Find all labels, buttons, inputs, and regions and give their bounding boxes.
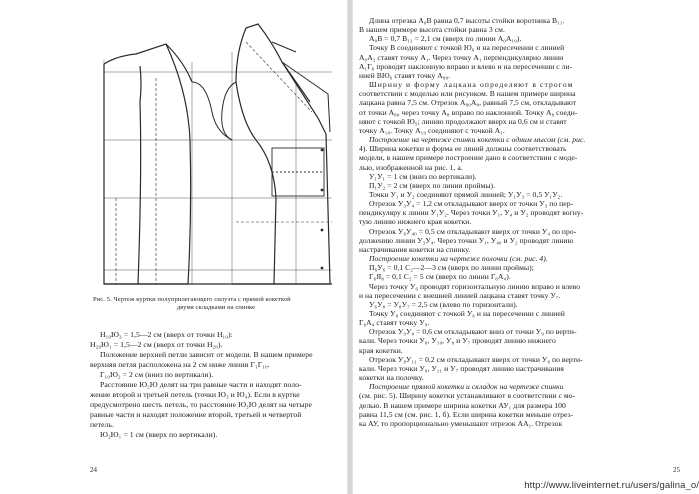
text-line: Н₁₀Ю₃ = 1,5—2 см (вверх от точки Н₁₀): xyxy=(100,330,233,339)
text-line: Г₆Я₈ = 0,1 С₂ = 5 см (вверх по линии Г₆А₄). xyxy=(369,272,511,282)
text-line: А₁Г₆ проводят наклонную вправо и влево и на пересечении с ли- xyxy=(359,61,573,71)
text-line: 4). Ширина кокетки и форма ее линий должны соответствовать xyxy=(359,144,567,154)
text-line: Ширину и форму лацкана определяют в строгом xyxy=(369,80,574,90)
source-url-watermark: http://www.liveinternet.ru/users/galina_o/ xyxy=(524,480,699,491)
pocket-outline xyxy=(272,148,324,196)
text-line: жение второй и третьей петель (точки Ю₃ и Ю₄). Если в куртке xyxy=(90,390,300,399)
text-line: Точку У₈ соединяют с точкой У₆ и на пересечении с линией xyxy=(369,309,565,318)
lapel-outline xyxy=(272,42,330,132)
text-line: Длина отрезка А₀В равна 0,7 высоты стойки воротника В₁₁. xyxy=(369,16,565,25)
construction-dashed-lines xyxy=(116,42,332,284)
text-line: А₀А₂ ставят точку А₁. Через точку А₁ перпендикулярно линии xyxy=(359,52,564,62)
text-line: кокетки на полочку. xyxy=(359,373,424,383)
text-line: лью, изображенной на рис. 1, а. xyxy=(359,162,463,172)
text-line: точку А₁₀. Точку А₁₀ соединяют с точкой А₁. xyxy=(359,125,505,135)
text-line: делью. В нашем примере ширина кокетки АУ₁ для размера 100 xyxy=(359,400,566,410)
text-line: лацкана равна 7,5 см. Отрезок А₈₀А₈, равный 7,5 см, откладывают xyxy=(359,98,577,108)
text-line: Через точку У₆ проводят горизонтальную линию вправо и влево xyxy=(369,281,581,291)
text-line: Отрезок У₆У₄₀ = 0,5 см откладывают вверх от точки У₄ по про- xyxy=(369,226,577,236)
right-page-body-text xyxy=(359,16,689,428)
text-line: Точку В соединяют с точкой Ю₆ и на пересечении с линией xyxy=(369,43,565,53)
front-piece-outline xyxy=(232,24,330,284)
text-line: Расстояние Ю₂Ю делят на три равные части и находят поло- xyxy=(100,380,302,389)
right-page xyxy=(353,0,699,480)
text-line: соответствии с моделью или рисунком. В нашем примере ширина xyxy=(359,89,576,99)
text-line: Ю₂Ю₁ = 1 см (вверх по вертикали). xyxy=(100,430,218,439)
text-line: У₁У₁ = 1 см (вниз по вертикали). xyxy=(369,171,477,181)
armhole-curves xyxy=(192,82,236,140)
text-line: Г₆А₄ ставят точку У₉. xyxy=(359,318,430,328)
page-number-left: 24 xyxy=(90,466,97,474)
text-line: ка АУ, то пропорционально уменьшают отрезок АА₁. Отрезок xyxy=(359,418,563,428)
text-line: тую линию нижнего края кокетки. xyxy=(359,217,472,227)
text-line: настрачивания кокетки на спинку. xyxy=(359,244,471,254)
text-line: Построение кокетки на чертеже полочки (см. рис. 4). xyxy=(369,254,548,264)
text-line: равна 11,5 см (см. рис. 1, б). Если ширина кокетки меньше отрез- xyxy=(359,409,574,419)
text-line: П₁У₂ = 2 см (вверх по линии проймы). xyxy=(369,180,496,190)
text-line: Построение прямой кокетки и складок на чертеже спинки xyxy=(369,382,564,392)
text-line: П₆У₆ = 0,1 С₂—2—3 см (вверх по линии проймы); xyxy=(369,263,534,273)
left-page-body-text xyxy=(90,330,336,440)
text-line: верхняя петля расположена на 2 см ниже линии Г₁Г₁₀. xyxy=(90,360,270,369)
text-line: кали. Через точки У₆, У₁₁ и У₇ проводят линию настрачивания xyxy=(359,363,564,373)
text-line: няют с точкой Ю₅; линию продолжают вверх на 0,6 см и ставят xyxy=(359,116,567,126)
text-line: Точки У₁ и У₂ соединяют прямой линией; У₁У₃ = 0,5 У₁У₂. xyxy=(369,189,563,199)
text-line: кали. Через точки У₆, У₁₀, У₈ и У₇ проводят линию нижнего xyxy=(359,336,556,346)
text-line: петель. xyxy=(90,420,114,429)
text-line: от точки А₈₀ через точку А₈ вправо по наклонной. Точку А₈ соеди- xyxy=(359,107,578,117)
text-line: У₆У₈ = У₈У₇ = 2,5 см (влево по горизонтали). xyxy=(369,299,518,309)
text-line: (см. рис. 5). Ширину кокетки устанавливают в соответствии с мо- xyxy=(359,391,576,401)
text-line: предусмотрено шесть петель, то расстояние Ю₃Ю делят на четыре xyxy=(90,400,312,409)
text-line: Построение на чертеже спинки кокетки с одним мысом (см. рис. xyxy=(369,135,586,145)
caption-line: двумя складками на спинке xyxy=(176,304,256,312)
text-line: Н₂₀Ю₁ = 1,5—2 см (вверх от точки Н₂₀). xyxy=(90,340,223,349)
text-line: Г₁₀Ю₂ = 2 см (вниз по вертикали). xyxy=(100,370,214,379)
caption-line: Рис. 5. Чертеж куртки полуприлегающего силуэта с прямой кокеткой xyxy=(93,296,291,303)
text-line: Отрезок У₃У₄ = 1,2 см откладывают вверх от точки У₃ по пер- xyxy=(369,199,574,209)
text-line: пендикуляру к линии У₁У₂. Через точки У₁, У₄ и У₂ проводят вогну- xyxy=(359,208,584,218)
jacket-pattern-drawing xyxy=(96,22,336,294)
page-number-right: 25 xyxy=(673,466,680,474)
figure-caption xyxy=(93,296,339,312)
back-piece-outline xyxy=(104,44,192,284)
text-line: Отрезок У₈У₁₁ = 0,2 см откладывают вверх от точки У₈ по верти- xyxy=(369,354,583,364)
text-line: А₀В = 0,7 В₁₁ = 2,1 см (вверх по линии А₀А₁₀). xyxy=(369,34,522,44)
text-line: нией ВЮ₆ ставят точку А₈₀. xyxy=(359,70,451,80)
text-line: и на пересечении с внешней линией лацкана ставят точку У₇. xyxy=(359,290,561,300)
text-line: Положение верхней петли зависит от модели. В нашем примере xyxy=(100,350,313,359)
left-page xyxy=(0,0,347,480)
button-marks xyxy=(321,149,324,270)
text-line: Отрезок У₉У₀ = 0,6 см откладывают вниз от точки У₉ по верти- xyxy=(369,327,577,337)
text-line: модели, в нашем примере построение дано в соответствии с моде- xyxy=(359,153,578,163)
text-line: должению линии У₃У₄. Через точки У₁, У₄₀ и У₂ проводят линию xyxy=(359,235,574,245)
text-line: равные части и находят положение второй, третьей и четвертой xyxy=(90,410,302,419)
text-line: В нашем примере высота стойки равна 3 см. xyxy=(359,25,505,35)
text-line: края кокетки. xyxy=(359,345,403,355)
